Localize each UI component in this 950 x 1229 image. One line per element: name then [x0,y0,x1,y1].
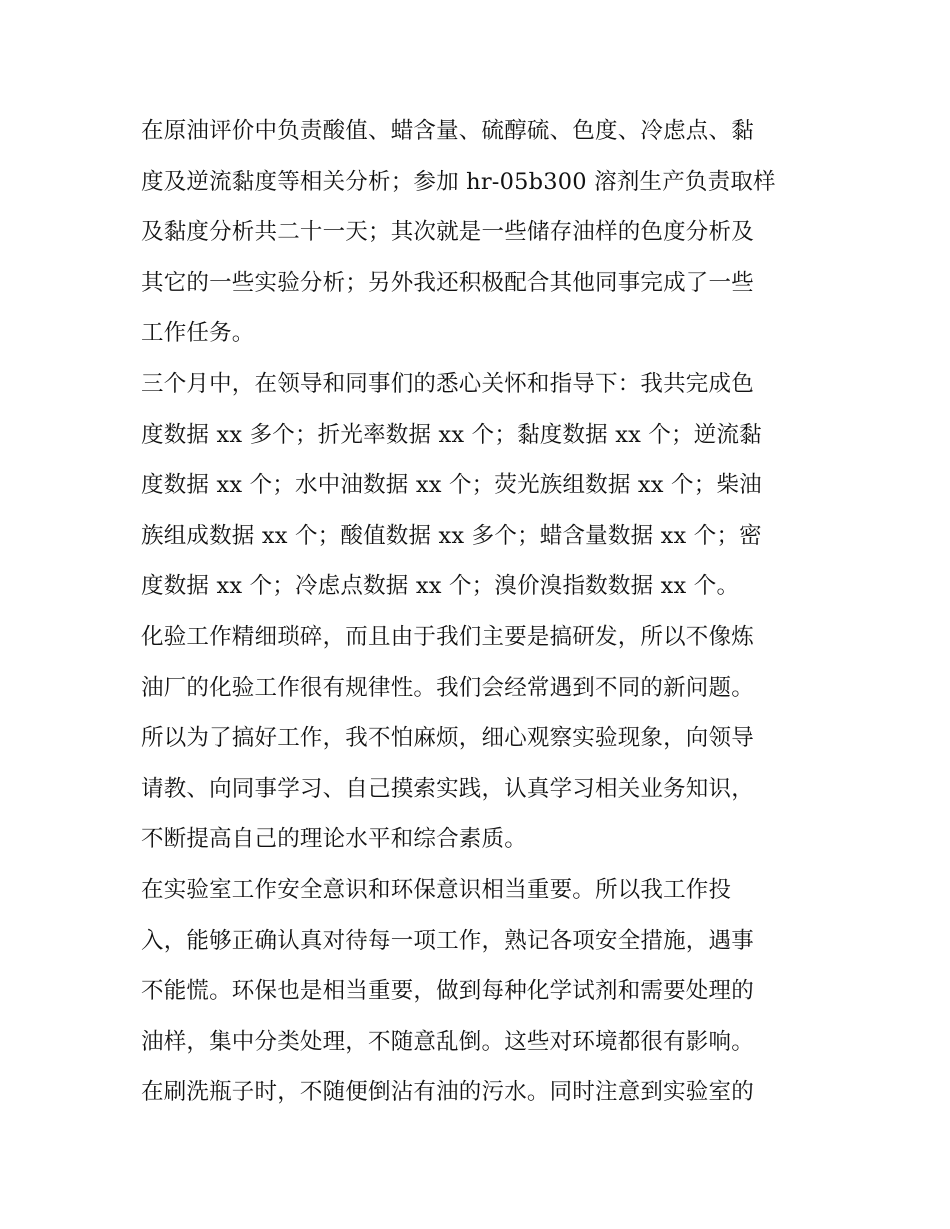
text-line: 油样，集中分类处理，不随意乱倒。这些对环境都很有影响。 [141,1028,754,1055]
text-line: 三个月中，在领导和同事们的悉心关怀和指导下：我共完成色 [141,370,754,397]
text-line: 度数据 xx 多个；折光率数据 xx 个；黏度数据 xx 个；逆流黏 [141,421,762,448]
text-line: 度数据 xx 个；水中油数据 xx 个；荧光族组数据 xx 个；柴油 [141,472,762,499]
text-line: 在刷洗瓶子时，不随便倒沾有油的污水。同时注意到实验室的 [141,1079,754,1106]
text-line: 工作任务。 [141,320,255,347]
text-line: 族组成数据 xx 个；酸值数据 xx 多个；蜡含量数据 xx 个；密 [141,522,762,549]
text-line: 所以为了搞好工作，我不怕麻烦，细心观察实验现象，向领导 [141,725,754,752]
document-body [141,106,813,1118]
text-line: 请教、向同事学习、自己摸索实践，认真学习相关业务知识， [141,775,754,802]
text-line: 在实验室工作安全意识和环保意识相当重要。所以我工作投 [141,876,732,903]
text-line: 在原油评价中负责酸值、蜡含量、硫醇硫、色度、冷虑点、黏 [141,118,754,144]
text-line: 度及逆流黏度等相关分析；参加 hr-05b300 溶剂生产负责取样 [141,168,776,195]
text-line: 度数据 xx 个；冷虑点数据 xx 个；溴价溴指数数据 xx 个。 [141,573,740,600]
text-line: 化验工作精细琐碎，而且由于我们主要是搞研发，所以不像炼 [141,623,754,650]
text-line: 不能慌。环保也是相当重要，做到每种化学试剂和需要处理的 [141,978,754,1005]
text-line: 其它的一些实验分析；另外我还积极配合其他同事完成了一些 [141,269,754,296]
text-line: 及黏度分析共二十一天；其次就是一些储存油样的色度分析及 [141,219,754,246]
text-line: 油厂的化验工作很有规律性。我们会经常遇到不同的新问题。 [141,674,754,701]
text-line: 不断提高自己的理论水平和综合素质。 [141,826,527,853]
text-line: 入，能够正确认真对待每一项工作，熟记各项安全措施，遇事 [141,927,754,954]
